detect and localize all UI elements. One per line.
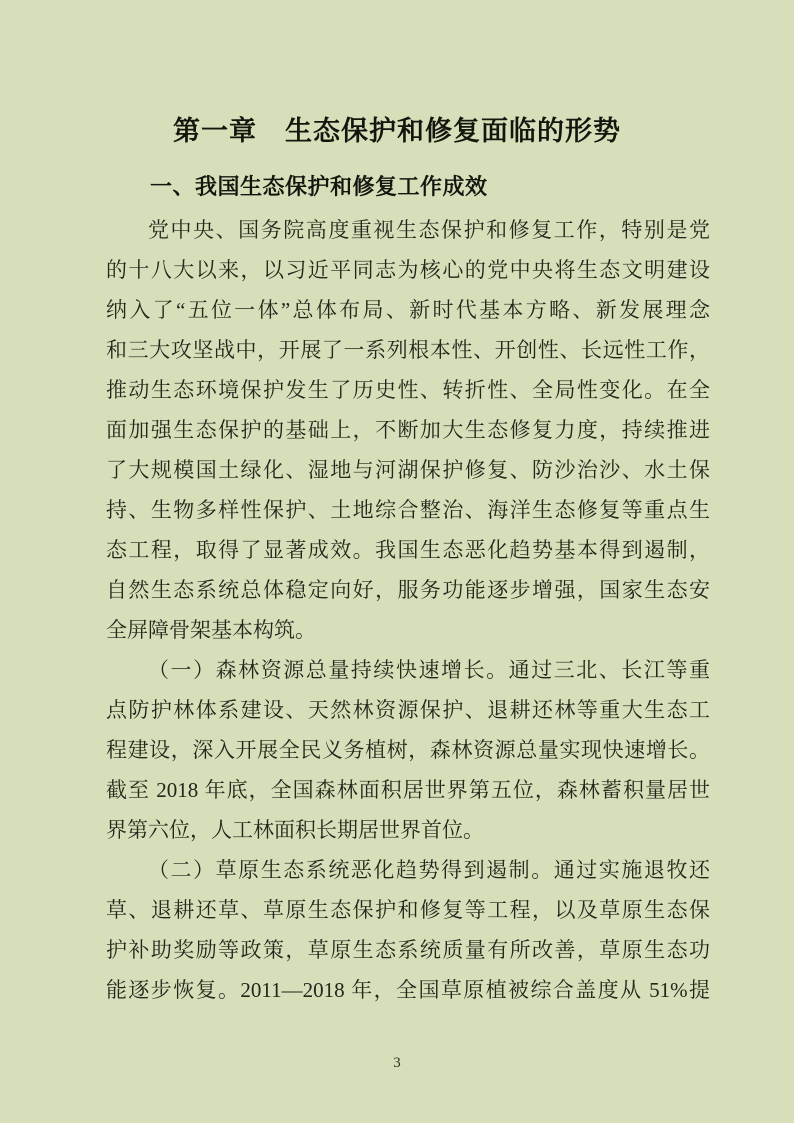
chapter-title: 第一章 生态保护和修复面临的形势 bbox=[173, 116, 621, 146]
text-line: 界第六位，人工林面积长期居世界首位。 bbox=[106, 818, 484, 842]
text-line: 持、生物多样性保护、土地综合整治、海洋生态修复等重点生 bbox=[106, 498, 710, 522]
paragraph bbox=[106, 210, 710, 650]
section-heading: 一、我国生态保护和修复工作成效 bbox=[150, 174, 488, 199]
text-line: （一）森林资源总量持续快速增长。通过三北、长江等重 bbox=[148, 658, 710, 682]
text-line: 护补助奖励等政策，草原生态系统质量有所改善，草原生态功 bbox=[106, 938, 710, 962]
text-line: 截至 2018 年底，全国森林面积居世界第五位，森林蓄积量居世 bbox=[106, 778, 710, 802]
text-line: 态工程，取得了显著成效。我国生态恶化趋势基本得到遏制， bbox=[106, 538, 710, 562]
text-line: 推动生态环境保护发生了历史性、转折性、全局性变化。在全 bbox=[106, 378, 710, 402]
text-line: （二）草原生态系统恶化趋势得到遏制。通过实施退牧还 bbox=[148, 858, 710, 882]
paragraph bbox=[106, 850, 710, 1010]
text-line: 程建设，深入开展全民义务植树，森林资源总量实现快速增长。 bbox=[106, 738, 710, 762]
text-line: 点防护林体系建设、天然林资源保护、退耕还林等重大生态工 bbox=[106, 698, 710, 722]
text-line: 面加强生态保护的基础上，不断加大生态修复力度，持续推进 bbox=[106, 418, 710, 442]
text-line: 的十八大以来，以习近平同志为核心的党中央将生态文明建设 bbox=[106, 258, 710, 282]
text-line: 自然生态系统总体稳定向好，服务功能逐步增强，国家生态安 bbox=[106, 578, 710, 602]
body-paragraphs bbox=[106, 210, 710, 1010]
text-line: 能逐步恢复。2011—2018 年，全国草原植被综合盖度从 51%提 bbox=[106, 978, 710, 1002]
text-line: 纳入了“五位一体”总体布局、新时代基本方略、新发展理念 bbox=[106, 298, 710, 322]
text-line: 和三大攻坚战中，开展了一系列根本性、开创性、长远性工作， bbox=[106, 338, 710, 362]
text-line: 了大规模国土绿化、湿地与河湖保护修复、防沙治沙、水土保 bbox=[106, 458, 710, 482]
text-line: 党中央、国务院高度重视生态保护和修复工作，特别是党 bbox=[148, 218, 710, 242]
text-line: 草、退耕还草、草原生态保护和修复等工程，以及草原生态保 bbox=[106, 898, 710, 922]
page-number: 3 bbox=[393, 1055, 401, 1071]
text-line: 全屏障骨架基本构筑。 bbox=[106, 618, 316, 642]
paragraph bbox=[106, 650, 710, 850]
